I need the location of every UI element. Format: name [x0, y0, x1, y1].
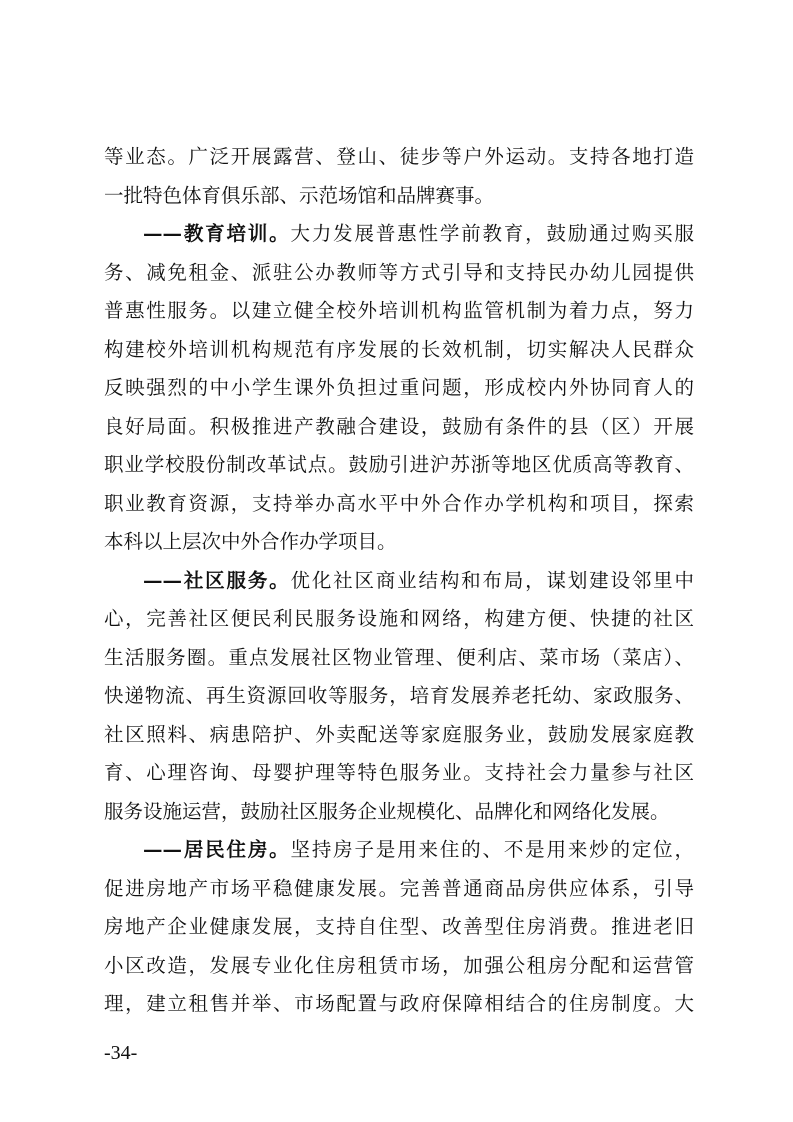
- text-line: 反映强烈的中小学生课外负担过重问题，形成校内外协同育人的: [104, 376, 694, 399]
- text-line: 务、减免租金、派驻公办教师等方式引导和支持民办幼儿园提供: [104, 260, 694, 284]
- text-line: 本科以上层次中外合作办学项目。: [104, 530, 397, 553]
- paragraph-education-training: [104, 215, 694, 562]
- body-text: [104, 138, 694, 1024]
- text-line: [104, 831, 694, 870]
- page-number: -34-: [104, 1042, 138, 1064]
- text-line: 小区改造，发展专业化住房租赁市场，加强公租房分配和运营管: [104, 953, 694, 977]
- text-line: 服务设施运营，鼓励社区服务企业规模化、品牌化和网络化发展。: [104, 799, 670, 823]
- section-lead-education: ——教育培训。: [143, 222, 291, 245]
- section-lead-community: ——社区服务。: [143, 568, 291, 592]
- section-lead-housing: ——居民住房。: [143, 838, 291, 861]
- text-line: 等业态。广泛开展露营、登山、徒步等户外运动。支持各地打造: [104, 145, 694, 168]
- text-line: 促进房地产市场平稳健康发展。完善普通商品房供应体系，引导: [104, 876, 694, 900]
- text-line: 房地产企业健康发展，支持自住型、改善型住房消费。推进老旧: [104, 915, 694, 938]
- text-line: [104, 215, 694, 254]
- text-line-content: 优化社区商业结构和布局，谋划建设邻里中: [290, 568, 694, 592]
- paragraph-continuation: [104, 138, 694, 215]
- text-line: 社区照料、病患陪护、外卖配送等家庭服务业，鼓励发展家庭教: [104, 722, 694, 746]
- text-line: 理，建立租售并举、市场配置与政府保障相结合的住房制度。大: [104, 992, 694, 1015]
- text-line-content: 大力发展普惠性学前教育，鼓励通过购买服: [290, 222, 694, 245]
- paragraph-community-services: [104, 562, 694, 832]
- text-line-content: 坚持房子是用来住的、不是用来炒的定位，: [290, 838, 694, 861]
- text-line: 职业教育资源，支持举办高水平中外合作办学机构和项目，探索: [104, 491, 694, 515]
- paragraph-resident-housing: [104, 831, 694, 1024]
- text-line: 生活服务圈。重点发展社区物业管理、便利店、菜市场（菜店）、: [104, 645, 694, 669]
- text-line: 育、心理咨询、母婴护理等特色服务业。支持社会力量参与社区: [104, 761, 694, 784]
- text-line: 良好局面。积极推进产教融合建设，鼓励有条件的县（区）开展: [104, 414, 694, 438]
- text-line: 职业学校股份制改革试点。鼓励引进沪苏浙等地区优质高等教育、: [104, 453, 694, 476]
- text-line: 一批特色体育俱乐部、示范场馆和品牌赛事。: [104, 183, 495, 207]
- text-line: 普惠性服务。以建立健全校外培训机构监管机制为着力点，努力: [104, 299, 694, 322]
- text-line: 构建校外培训机构规范有序发展的长效机制，切实解决人民群众: [104, 337, 694, 361]
- text-line: 快递物流、再生资源回收等服务，培育发展养老托幼、家政服务、: [104, 684, 694, 707]
- text-line: [104, 562, 694, 601]
- text-line: 心，完善社区便民利民服务设施和网络，构建方便、快捷的社区: [104, 607, 694, 630]
